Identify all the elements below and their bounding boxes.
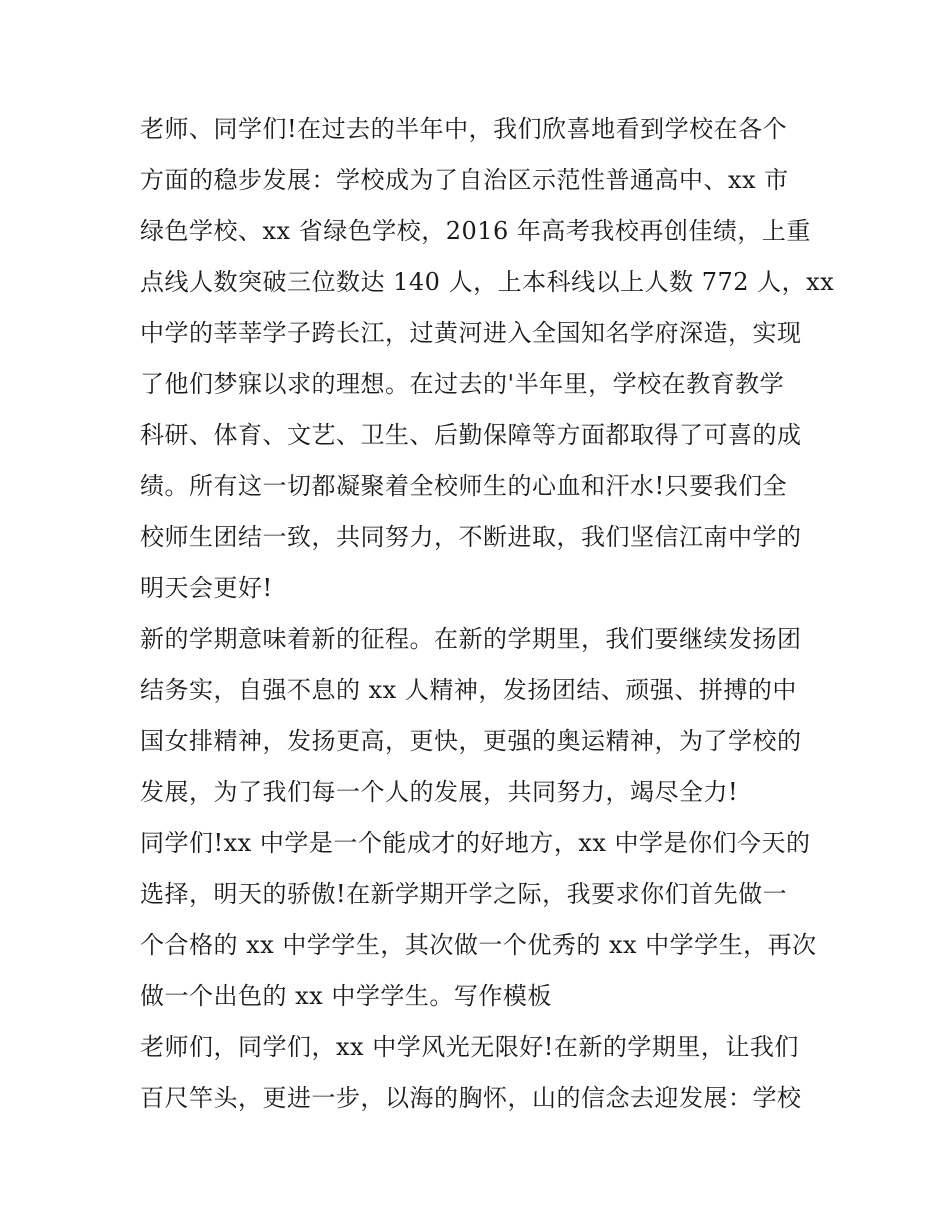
text-line: 同学们!xx 中学是一个能成才的好地方，xx 中学是你们今天的 (140, 829, 811, 857)
text-line: 了他们梦寐以求的理想。在过去的'半年里，学校在教育教学 (140, 370, 785, 398)
document-body (140, 104, 835, 1124)
text-line: 结务实，自强不息的 xx 人精神，发扬团结、顽强、拼搏的中 (140, 676, 797, 704)
text-line: 点线人数突破三位数达 140 人，上本科线以上人数 772 人，xx (140, 268, 835, 296)
text-line: 做一个出色的 xx 中学学生。写作模板 (140, 982, 552, 1010)
text-line: 绩。所有这一切都凝聚着全校师生的心血和汗水!只要我们全 (140, 472, 788, 500)
text-line: 发展，为了我们每一个人的发展，共同努力，竭尽全力! (140, 778, 739, 806)
text-line: 方面的稳步发展：学校成为了自治区示范性普通高中、xx 市 (140, 166, 789, 194)
text-line: 明天会更好! (140, 574, 273, 602)
text-line: 校师生团结一致，共同努力，不断进取，我们坚信江南中学的 (140, 523, 802, 551)
text-line: 中学的莘莘学子跨长江，过黄河进入全国知名学府深造，实现 (140, 319, 802, 347)
text-line: 个合格的 xx 中学学生，其次做一个优秀的 xx 中学学生，再次 (140, 931, 817, 959)
text-line: 老师、同学们!在过去的半年中，我们欣喜地看到学校在各个 (140, 115, 788, 143)
text-line: 科研、体育、文艺、卫生、后勤保障等方面都取得了可喜的成 (140, 421, 802, 449)
text-line: 选择，明天的骄傲!在新学期开学之际，我要求你们首先做一 (140, 880, 788, 908)
text-line: 国女排精神，发扬更高，更快，更强的奥运精神，为了学校的 (140, 727, 802, 755)
text-line: 老师们，同学们，xx 中学风光无限好!在新的学期里，让我们 (140, 1033, 799, 1061)
text-line: 新的学期意味着新的征程。在新的学期里，我们要继续发扬团 (140, 625, 802, 653)
text-line: 绿色学校、xx 省绿色学校，2016 年高考我校再创佳绩，上重 (140, 217, 811, 245)
text-line: 百尺竿头，更进一步，以海的胸怀，山的信念去迎发展：学校 (140, 1084, 802, 1112)
